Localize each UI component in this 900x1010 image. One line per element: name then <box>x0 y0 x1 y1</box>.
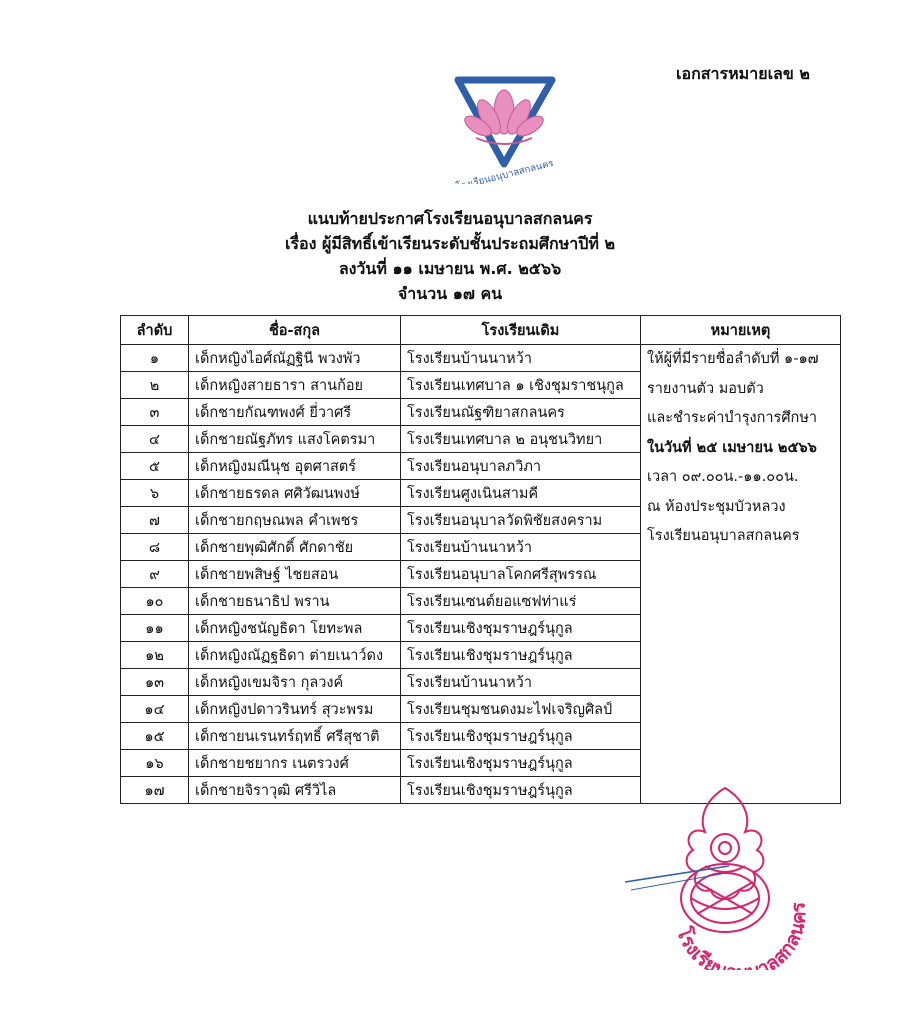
row-school: โรงเรียนบ้านนาหว้า <box>401 345 641 372</box>
row-school: โรงเรียนอนุบาลภวิภา <box>401 453 641 480</box>
row-no: ๖ <box>121 480 189 507</box>
row-school: โรงเรียนเชิงชุมราษฎร์นุกูล <box>401 750 641 777</box>
row-name: เด็กหญิงมณีนุช อุตศาสตร์ <box>189 453 401 480</box>
row-school: โรงเรียนอนุบาลวัดพิชัยสงคราม <box>401 507 641 534</box>
row-no: ๓ <box>121 399 189 426</box>
row-no: ๑๖ <box>121 750 189 777</box>
note-line: รายงานตัว มอบตัว <box>647 380 764 397</box>
row-school: โรงเรียนอนุบาลโคกศรีสุพรรณ <box>401 561 641 588</box>
row-name: เด็กชายกฤษณพล คำเพชร <box>189 507 401 534</box>
row-name: เด็กชายกัณฑพงศ์ ยี่วาศรี <box>189 399 401 426</box>
row-no: ๑๓ <box>121 669 189 696</box>
document-number: เอกสารหมายเลข ๒ <box>676 64 810 83</box>
row-no: ๘ <box>121 534 189 561</box>
seal-text: โรงเรียน าลสกลนคร <box>672 900 811 970</box>
row-school: โรงเรียนเทศบาล ๑ เชิงชุมราชนุกูล <box>401 372 641 399</box>
row-school: โรงเรียนเชิงชุมราษฎร์นุกูล <box>401 615 641 642</box>
heading-line-3: ลงวันที่ ๑๑ เมษายน พ.ศ. ๒๕๖๖ <box>338 259 562 278</box>
row-school: โรงเรียนบ้านนาหว้า <box>401 669 641 696</box>
row-no: ๑ <box>121 345 189 372</box>
row-name: เด็กชายธนาธิป พราน <box>189 588 401 615</box>
row-no: ๕ <box>121 453 189 480</box>
row-school: โรงเรียนบ้านนาหว้า <box>401 534 641 561</box>
row-no: ๑๑ <box>121 615 189 642</box>
row-school: โรงเรียนเชิงชุมราษฎร์นุกูล <box>401 723 641 750</box>
row-name: เด็กชายณัฐภัทร แสงโคตรมา <box>189 426 401 453</box>
row-no: ๒ <box>121 372 189 399</box>
note-line: โรงเรียนอนุบาลสกลนคร <box>647 528 800 544</box>
row-no: ๑๐ <box>121 588 189 615</box>
row-name: เด็กหญิงปดาวรินทร์ สุวะพรม <box>189 696 401 723</box>
row-name: เด็กชายพุฒิศักดิ์ ศักดาชัย <box>189 534 401 561</box>
header-no: ลำดับ <box>121 316 189 345</box>
row-name: เด็กชายพสิษฐ์ ไชยสอน <box>189 561 401 588</box>
row-school: โรงเรียนชุมชนดงมะไฟเจริญศิลป์ <box>401 696 641 723</box>
note-line: ให้ผู้ที่มีรายชื่อลำดับที่ ๑-๑๗ <box>647 351 819 367</box>
row-school: โรงเรียนณัฐฑิยาสกลนคร <box>401 399 641 426</box>
heading-line-2: เรื่อง ผู้มีสิทธิ์เข้าเรียนระดับชั้นประถมศึกษาปีที่ ๒ <box>284 234 616 253</box>
header-school: โรงเรียนเดิม <box>401 316 641 345</box>
school-seal-icon <box>625 770 825 970</box>
row-school: โรงเรียนเชิงชุมราษฎร์นุกูล <box>401 642 641 669</box>
note-date-line: ในวันที่ ๒๕ เมษายน ๒๕๖๖ <box>647 439 817 456</box>
svg-text:โรงเรียนอนุบาลสกลนคร <box>672 900 811 970</box>
row-no: ๑๒ <box>121 642 189 669</box>
row-name: เด็กชายชยากร เนตรวงศ์ <box>189 750 401 777</box>
note-cell <box>641 345 841 804</box>
row-no: ๑๕ <box>121 723 189 750</box>
row-no: ๑๔ <box>121 696 189 723</box>
row-name: เด็กหญิงเขมจิรา กุลวงค์ <box>189 669 401 696</box>
row-name: เด็กหญิงชนัญธิดา โยทะพล <box>189 615 401 642</box>
row-school: โรงเรียนเทศบาล ๒ อนุชนวิทยา <box>401 426 641 453</box>
row-no: ๔ <box>121 426 189 453</box>
row-no: ๙ <box>121 561 189 588</box>
note-line: และชำระค่าบำรุงการศึกษา <box>647 410 818 426</box>
row-school: โรงเรียนเซนต์ยอแซฟท่าแร่ <box>401 588 641 615</box>
header-name: ชื่อ-สกุล <box>189 316 401 345</box>
header-note: หมายเหตุ <box>641 316 841 345</box>
logo-text: โรงเรียนอนุบาลสกลนคร <box>455 157 555 184</box>
note-line: ณ ห้องประชุมบัวหลวง <box>647 498 786 515</box>
row-school: โรงเรียนเชิงชุมราษฎร์นุกูล <box>401 777 641 804</box>
school-logo-icon <box>444 72 564 184</box>
student-roster-table <box>120 315 841 804</box>
table-row <box>121 345 841 372</box>
document-heading <box>0 206 900 306</box>
row-name: เด็กชายนเรนทร์ฤทธิ์ ศรีสุชาติ <box>189 723 401 750</box>
row-name: เด็กชายธรดล ศศิวัฒนพงษ์ <box>189 480 401 507</box>
row-name: เด็กหญิงไอศ์ณัฏฐินี พวงพัว <box>189 345 401 372</box>
heading-line-1: แนบท้ายประกาศโรงเรียนอนุบาลสกลนคร <box>307 209 593 228</box>
row-name: เด็กชายจิราวุฒิ ศรีวิไล <box>189 777 401 804</box>
table-header-row <box>121 316 841 345</box>
heading-line-4: จำนวน ๑๗ คน <box>397 284 503 303</box>
row-no: ๑๗ <box>121 777 189 804</box>
note-line: เวลา ๐๙.๐๐น.-๑๑.๐๐น. <box>647 469 799 485</box>
row-school: โรงเรียนศูงเนินสามคี <box>401 480 641 507</box>
row-name: เด็กหญิงสายธารา สานก้อย <box>189 372 401 399</box>
row-no: ๗ <box>121 507 189 534</box>
row-name: เด็กหญิงณัฏฐธิดา ต่ายเนาว์ดง <box>189 642 401 669</box>
